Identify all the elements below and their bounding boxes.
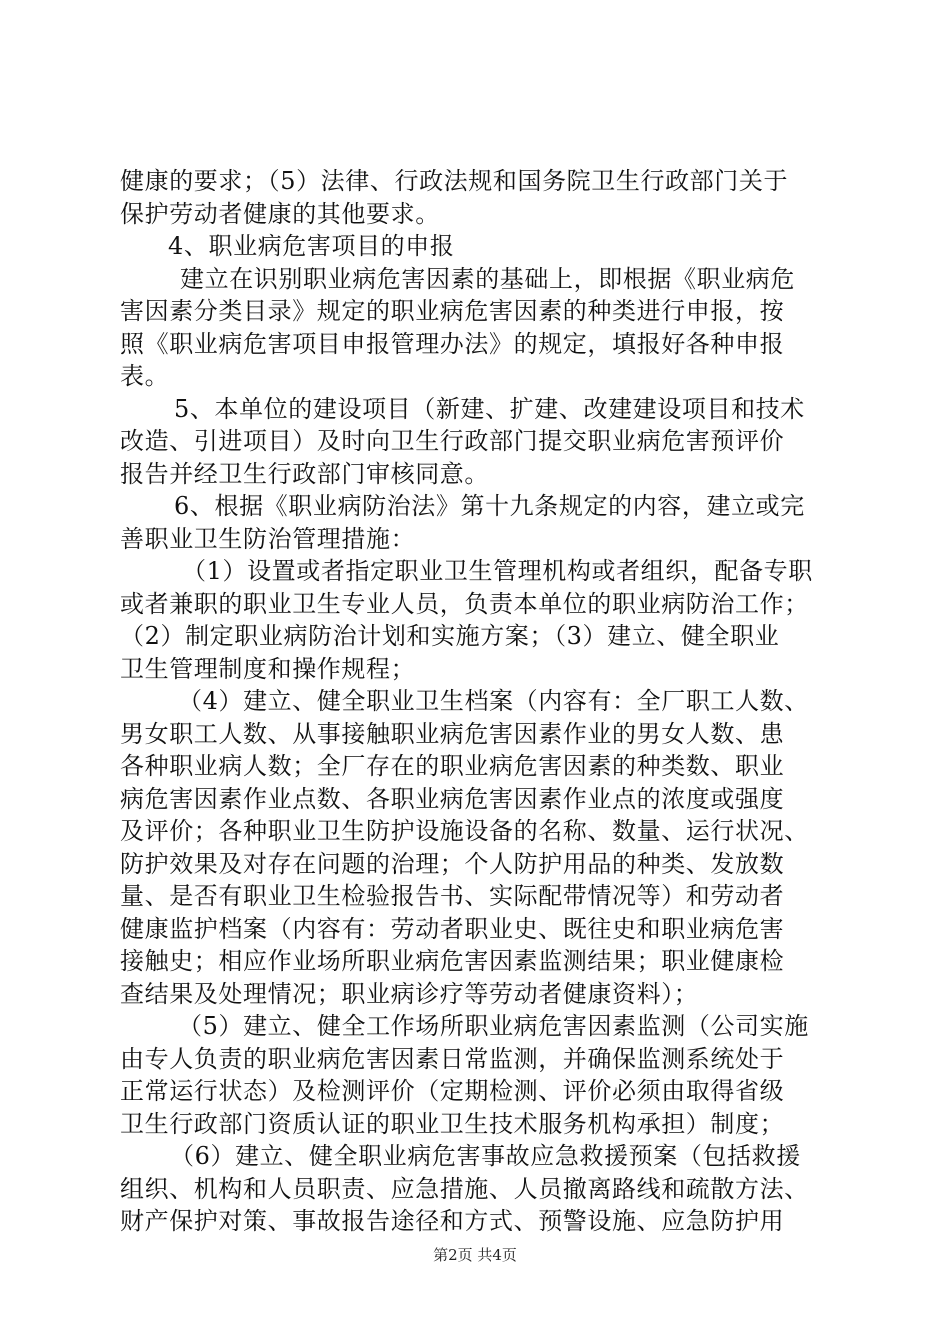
text-line: 建立在识别职业病危害因素的基础上，即根据《职业病危 <box>180 264 795 293</box>
text-line: 各种职业病人数；全厂存在的职业病危害因素的种类数、职业 <box>120 752 785 780</box>
text-line: 健康监护档案（内容有：劳动者职业史、既往史和职业病危害 <box>120 914 785 943</box>
text-line: 5、本单位的建设项目（新建、扩建、改建建设项目和技术 <box>174 394 805 423</box>
text-line: 正常运行状态）及检测评价（定期检测、评价必须由取得省级 <box>120 1077 785 1105</box>
text-line: 组织、机构和人员职责、应急措施、人员撤离路线和疏散方法、 <box>120 1174 809 1203</box>
document-body <box>120 165 840 1238</box>
text-line: 病危害因素作业点数、各职业病危害因素作业点的浓度或强度 <box>120 784 785 813</box>
text-line: 卫生行政部门资质认证的职业卫生技术服务机构承担）制度； <box>120 1109 785 1138</box>
text-line: （6）建立、健全职业病危害事故应急救援预案（包括救援 <box>170 1142 801 1170</box>
text-line: 量、是否有职业卫生检验报告书、实际配带情况等）和劳动者 <box>120 882 785 910</box>
page-footer: 第2页 共4页 <box>433 1246 517 1264</box>
text-line: 善职业卫生防治管理措施： <box>120 524 416 553</box>
text-line: （2）制定职业病防治计划和实施方案；（3）建立、健全职业 <box>120 622 780 650</box>
text-line: （4）建立、健全职业卫生档案（内容有：全厂职工人数、 <box>178 687 809 715</box>
text-line: 害因素分类目录》规定的职业病危害因素的种类进行申报，按 <box>120 297 785 325</box>
text-line: 或者兼职的职业卫生专业人员，负责本单位的职业病防治工作； <box>120 589 809 618</box>
text-line: 接触史；相应作业场所职业病危害因素监测结果；职业健康检 <box>120 947 785 975</box>
text-line: 改造、引进项目）及时向卫生行政部门提交职业病危害预评价 <box>120 427 785 455</box>
text-line: 男女职工人数、从事接触职业病危害因素作业的男女人数、患 <box>120 719 785 748</box>
text-line: 4、职业病危害项目的申报 <box>168 232 455 260</box>
text-line: 表。 <box>120 362 170 390</box>
text-line: 查结果及处理情况；职业病诊疗等劳动者健康资料）； <box>120 979 699 1008</box>
text-line: 6、根据《职业病防治法》第十九条规定的内容，建立或完 <box>174 492 805 520</box>
text-line: 防护效果及对存在问题的治理；个人防护用品的种类、发放数 <box>120 849 785 878</box>
text-line: （5）建立、健全工作场所职业病危害因素监测（公司实施 <box>178 1012 809 1040</box>
text-line: 照《职业病危害项目申报管理办法》的规定，填报好各种申报 <box>120 329 785 358</box>
text-line: 卫生管理制度和操作规程； <box>120 654 416 683</box>
text-line: （1）设置或者指定职业卫生管理机构或者组织，配备专职 <box>182 557 813 585</box>
text-line: 及评价；各种职业卫生防护设施设备的名称、数量、运行状况、 <box>120 817 809 845</box>
text-line: 报告并经卫生行政部门审核同意。 <box>120 459 489 488</box>
text-line: 财产保护对策、事故报告途径和方式、预警设施、应急防护用 <box>120 1207 785 1235</box>
text-line: 由专人负责的职业病危害因素日常监测，并确保监测系统处于 <box>120 1044 785 1073</box>
text-line: 保护劳动者健康的其他要求。 <box>120 199 440 228</box>
text-line: 健康的要求；（5）法律、行政法规和国务院卫生行政部门关于 <box>120 167 789 195</box>
